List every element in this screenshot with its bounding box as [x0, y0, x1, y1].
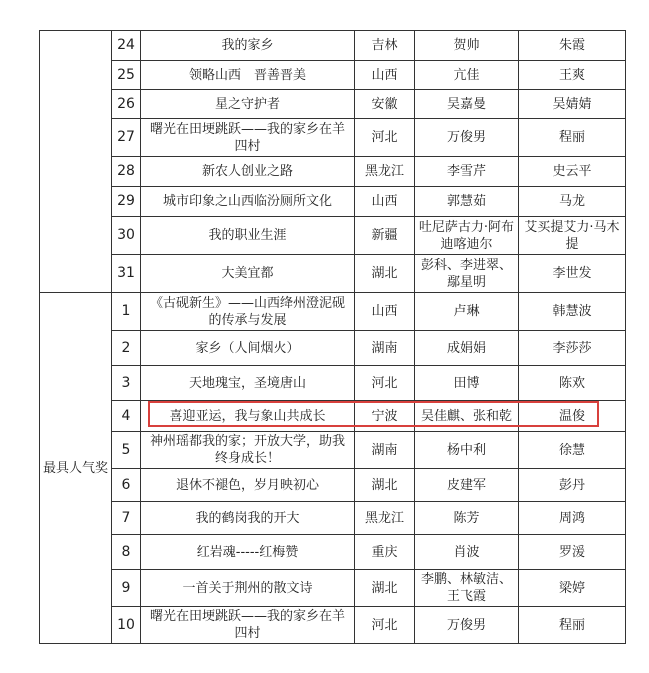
author-cell: 杨中利 — [415, 432, 519, 469]
table-row — [40, 61, 626, 90]
author-cell: 亢佳 — [415, 61, 519, 90]
title-cell: 《古砚新生》——山西绛州澄泥砚的传承与发展 — [141, 293, 355, 331]
row-number: 8 — [112, 535, 141, 570]
table-row — [40, 255, 626, 293]
province-cell: 湖北 — [355, 255, 415, 293]
category-cell: 最具人气奖 — [40, 293, 112, 644]
teacher-cell: 罗湲 — [519, 535, 626, 570]
province-cell: 山西 — [355, 293, 415, 331]
teacher-cell: 史云平 — [519, 157, 626, 187]
teacher-cell: 周鸿 — [519, 502, 626, 535]
author-cell: 吴嘉曼 — [415, 90, 519, 119]
row-number: 28 — [112, 157, 141, 187]
category-cell — [40, 31, 112, 293]
teacher-cell: 陈欢 — [519, 366, 626, 401]
table-row — [40, 401, 626, 432]
teacher-cell: 艾买提艾力·马木提 — [519, 217, 626, 255]
author-cell: 卢琳 — [415, 293, 519, 331]
title-cell: 我的职业生涯 — [141, 217, 355, 255]
title-cell: 曙光在田埂跳跃——我的家乡在羊四村 — [141, 607, 355, 644]
table-row — [40, 502, 626, 535]
row-number: 3 — [112, 366, 141, 401]
row-number: 7 — [112, 502, 141, 535]
author-cell: 吐尼萨古力·阿布迪喀迪尔 — [415, 217, 519, 255]
row-number: 1 — [112, 293, 141, 331]
province-cell: 吉林 — [355, 31, 415, 61]
title-cell: 我的鹤岗我的开大 — [141, 502, 355, 535]
row-number: 26 — [112, 90, 141, 119]
author-cell: 陈芳 — [415, 502, 519, 535]
title-cell: 天地瑰宝，圣境唐山 — [141, 366, 355, 401]
table-row — [40, 90, 626, 119]
teacher-cell: 韩慧波 — [519, 293, 626, 331]
province-cell: 山西 — [355, 61, 415, 90]
teacher-cell: 彭丹 — [519, 469, 626, 502]
province-cell: 河北 — [355, 607, 415, 644]
author-cell: 万俊男 — [415, 119, 519, 157]
province-cell: 重庆 — [355, 535, 415, 570]
title-cell: 新农人创业之路 — [141, 157, 355, 187]
row-number: 6 — [112, 469, 141, 502]
province-cell: 宁波 — [355, 401, 415, 432]
table-row — [40, 31, 626, 61]
table-row — [40, 432, 626, 469]
author-cell: 肖波 — [415, 535, 519, 570]
teacher-cell: 王爽 — [519, 61, 626, 90]
teacher-cell: 徐慧 — [519, 432, 626, 469]
awards-table-body — [40, 31, 626, 644]
author-cell: 田博 — [415, 366, 519, 401]
teacher-cell: 李世发 — [519, 255, 626, 293]
title-cell: 神州瑶都我的家；开放大学，助我终身成长！ — [141, 432, 355, 469]
author-cell: 贺帅 — [415, 31, 519, 61]
row-number: 30 — [112, 217, 141, 255]
province-cell: 湖北 — [355, 469, 415, 502]
table-row — [40, 331, 626, 366]
author-cell: 郭慧茹 — [415, 187, 519, 217]
title-cell: 退休不褪色，岁月映初心 — [141, 469, 355, 502]
author-cell: 吴佳麒、张和乾 — [415, 401, 519, 432]
title-cell: 星之守护者 — [141, 90, 355, 119]
author-cell: 皮建军 — [415, 469, 519, 502]
table-row — [40, 293, 626, 331]
province-cell: 安徽 — [355, 90, 415, 119]
teacher-cell: 朱霞 — [519, 31, 626, 61]
table-row — [40, 187, 626, 217]
province-cell: 湖南 — [355, 432, 415, 469]
province-cell: 湖南 — [355, 331, 415, 366]
table-row — [40, 570, 626, 607]
teacher-cell: 李莎莎 — [519, 331, 626, 366]
province-cell: 河北 — [355, 119, 415, 157]
title-cell: 喜迎亚运，我与象山共成长 — [141, 401, 355, 432]
row-number: 4 — [112, 401, 141, 432]
table-row — [40, 535, 626, 570]
table-row — [40, 366, 626, 401]
author-cell: 李鹏、林敏洁、王飞霞 — [415, 570, 519, 607]
teacher-cell: 马龙 — [519, 187, 626, 217]
province-cell: 黑龙江 — [355, 157, 415, 187]
table-row — [40, 469, 626, 502]
title-cell: 我的家乡 — [141, 31, 355, 61]
table-row — [40, 119, 626, 157]
teacher-cell: 程丽 — [519, 607, 626, 644]
title-cell: 曙光在田埂跳跃——我的家乡在羊四村 — [141, 119, 355, 157]
table-row — [40, 217, 626, 255]
title-cell: 大美宜都 — [141, 255, 355, 293]
title-cell: 一首关于荆州的散文诗 — [141, 570, 355, 607]
title-cell: 城市印象之山西临汾厕所文化 — [141, 187, 355, 217]
province-cell: 湖北 — [355, 570, 415, 607]
author-cell: 万俊男 — [415, 607, 519, 644]
author-cell: 彭科、李进翠、鄢星明 — [415, 255, 519, 293]
row-number: 31 — [112, 255, 141, 293]
province-cell: 黑龙江 — [355, 502, 415, 535]
title-cell: 领略山西 晋善晋美 — [141, 61, 355, 90]
table-row — [40, 157, 626, 187]
teacher-cell: 吴婧婧 — [519, 90, 626, 119]
province-cell: 河北 — [355, 366, 415, 401]
province-cell: 新疆 — [355, 217, 415, 255]
author-cell: 李雪芹 — [415, 157, 519, 187]
title-cell: 红岩魂-----红梅赞 — [141, 535, 355, 570]
row-number: 10 — [112, 607, 141, 644]
row-number: 25 — [112, 61, 141, 90]
teacher-cell: 梁婷 — [519, 570, 626, 607]
author-cell: 成娟娟 — [415, 331, 519, 366]
row-number: 24 — [112, 31, 141, 61]
table-row — [40, 607, 626, 644]
awards-table — [39, 30, 626, 644]
province-cell: 山西 — [355, 187, 415, 217]
row-number: 29 — [112, 187, 141, 217]
row-number: 9 — [112, 570, 141, 607]
teacher-cell: 温俊 — [519, 401, 626, 432]
teacher-cell: 程丽 — [519, 119, 626, 157]
row-number: 2 — [112, 331, 141, 366]
row-number: 5 — [112, 432, 141, 469]
title-cell: 家乡（人间烟火） — [141, 331, 355, 366]
row-number: 27 — [112, 119, 141, 157]
